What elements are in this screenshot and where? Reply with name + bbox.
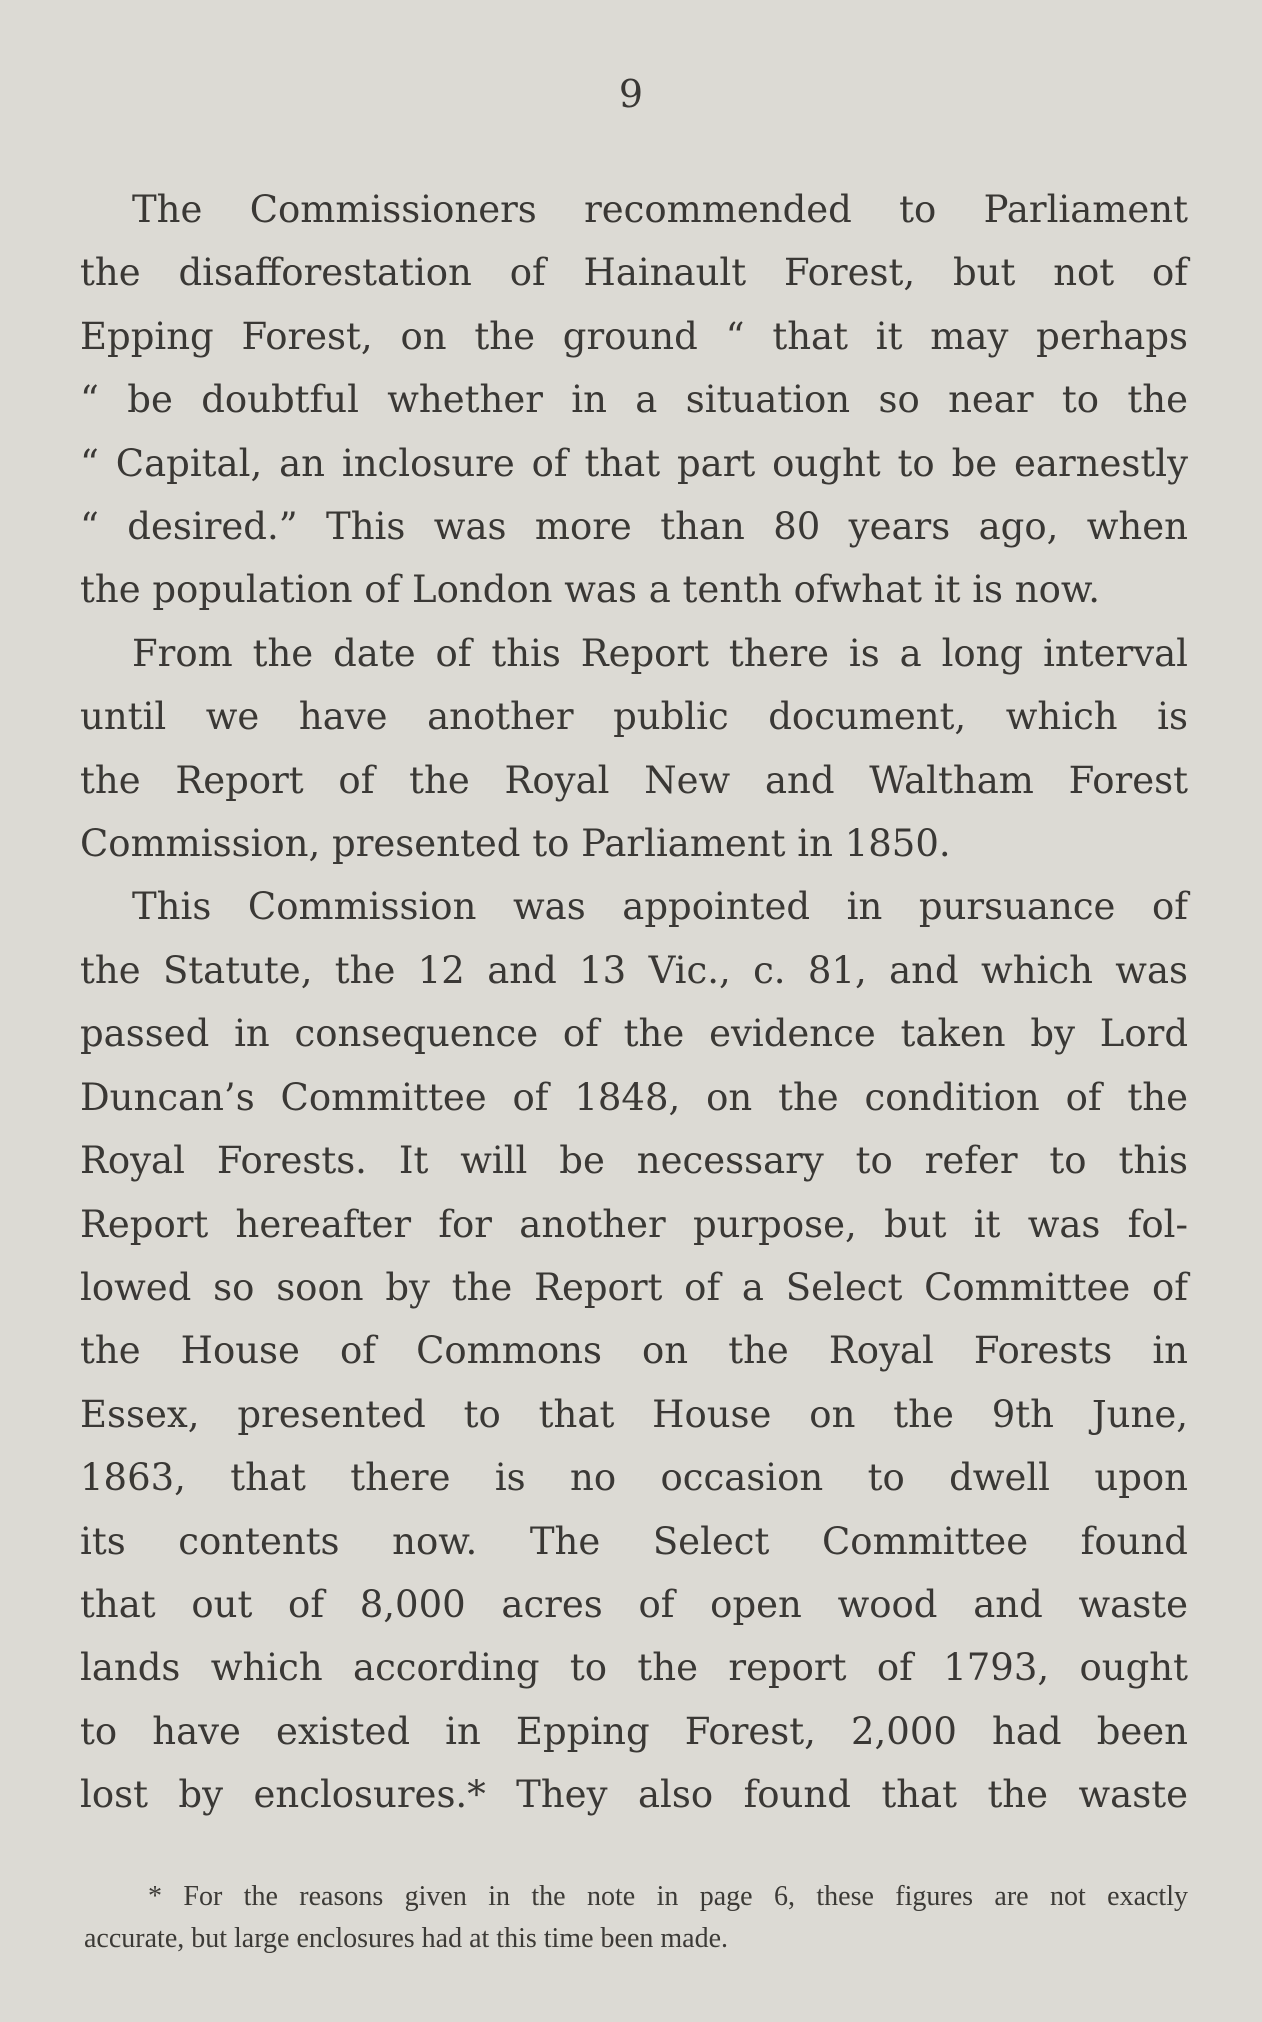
text-line: From the date of this Report there is a long interval: [132, 631, 1188, 675]
paragraph-commission-appointed: [80, 875, 1188, 1826]
paragraph-commissioners: [80, 178, 1188, 622]
footnote-line: accurate, but large enclosures had at this time been made.: [84, 1923, 728, 1954]
text-line: Duncan’s Committee of 1848, on the condition of the: [80, 1075, 1188, 1119]
text-line: the population of London was a tenth ofwhat it is now.: [80, 568, 1100, 612]
text-line: Epping Forest, on the ground “ that it may perhaps: [80, 314, 1188, 358]
page-number: 9: [618, 72, 644, 116]
text-line: the disafforestation of Hainault Forest, but not of: [80, 251, 1188, 295]
text-line: the House of Commons on the Royal Forests in: [80, 1329, 1188, 1373]
footnote: [84, 1876, 1188, 1960]
text-line: lands which according to the report of 1793, ought: [80, 1646, 1188, 1690]
text-line: until we have another public document, which is: [80, 695, 1188, 739]
text-line: lowed so soon by the Report of a Select Committee of: [80, 1265, 1188, 1309]
text-line: its contents now. The Select Committee found: [80, 1519, 1188, 1563]
text-line: The Commissioners recommended to Parliament: [132, 188, 1188, 231]
text-line: Report hereafter for another purpose, but it was fol-: [80, 1202, 1188, 1246]
text-line: the Report of the Royal New and Waltham Forest: [80, 758, 1188, 802]
footnote-line: * For the reasons given in the note in page 6, these figures are not exactly: [148, 1881, 1188, 1912]
text-line: passed in consequence of the evidence taken by Lord: [80, 1012, 1188, 1056]
body-text: [80, 178, 1188, 1827]
text-line: “ Capital, an inclosure of that part ought to be earnestly: [80, 441, 1188, 485]
text-line: lost by enclosures.* They also found that the waste: [80, 1773, 1188, 1817]
text-line: Commission, presented to Parliament in 1850.: [80, 822, 951, 866]
text-line: to have existed in Epping Forest, 2,000 had been: [80, 1709, 1188, 1753]
text-line: Royal Forests. It will be necessary to refer to this: [80, 1139, 1188, 1183]
paragraph-report-interval: [80, 622, 1188, 876]
text-line: “ be doubtful whether in a situation so near to the: [80, 378, 1188, 422]
text-line: “ desired.” This was more than 80 years ago, when: [80, 505, 1188, 549]
text-line: Essex, presented to that House on the 9th June,: [80, 1392, 1188, 1436]
text-line: that out of 8,000 acres of open wood and waste: [80, 1582, 1188, 1626]
text-line: 1863, that there is no occasion to dwell upon: [80, 1456, 1188, 1500]
text-line: the Statute, the 12 and 13 Vic., c. 81, and which was: [80, 948, 1188, 992]
text-line: This Commission was appointed in pursuance of: [132, 885, 1188, 929]
